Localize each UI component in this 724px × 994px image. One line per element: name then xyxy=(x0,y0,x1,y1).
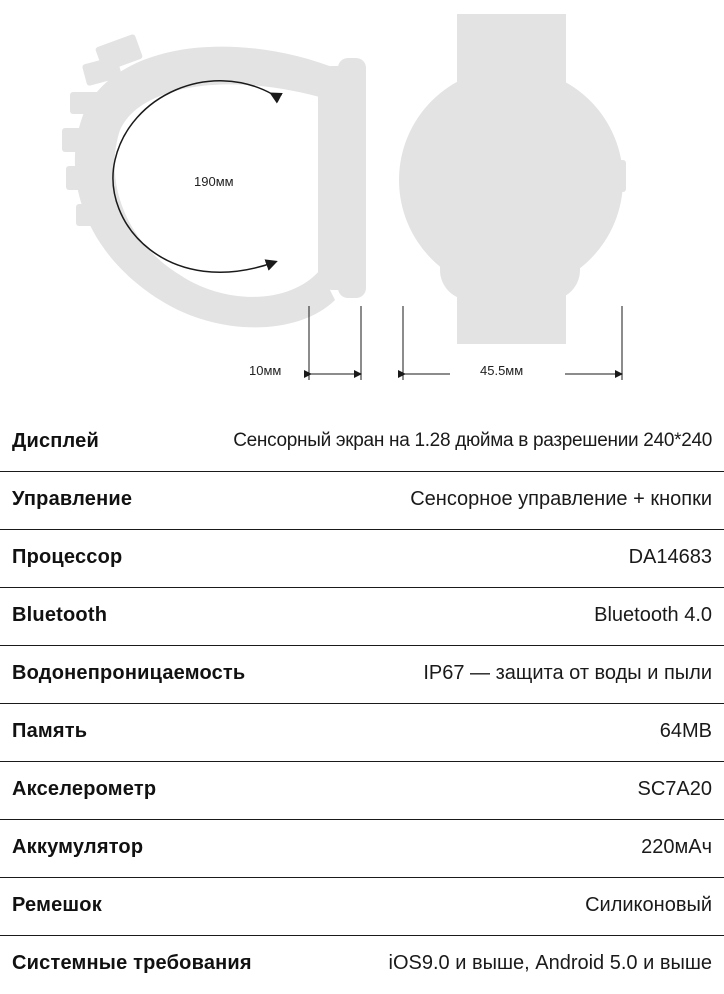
spec-label: Системные требования xyxy=(12,952,252,974)
spec-value: Сенсорный экран на 1.28 дюйма в разрешении 240*240 xyxy=(233,430,712,451)
watch-dimensions-svg xyxy=(0,0,724,392)
spec-label: Bluetooth xyxy=(12,604,108,626)
spec-label: Дисплей xyxy=(12,430,100,452)
spec-label: Управление xyxy=(12,488,133,510)
spec-row-control xyxy=(0,472,724,530)
watch-dimension-diagram xyxy=(0,0,724,392)
spec-row-battery xyxy=(0,820,724,878)
spec-row-system-requirements xyxy=(0,936,724,994)
spec-row-water-resistance xyxy=(0,646,724,704)
spec-label: Аккумулятор xyxy=(12,836,144,858)
spec-row-processor xyxy=(0,530,724,588)
front-view-watch-illustration xyxy=(399,14,626,344)
width-label: 45.5мм xyxy=(480,363,524,378)
spec-label: Процессор xyxy=(12,546,123,568)
spec-value: 220мАч xyxy=(641,836,712,858)
spec-row-memory xyxy=(0,704,724,762)
spec-value: DA14683 xyxy=(628,546,712,568)
spec-row-bluetooth xyxy=(0,588,724,646)
spec-row-display xyxy=(0,414,724,472)
spec-value: Силиконовый xyxy=(585,894,712,916)
spec-row-accelerometer xyxy=(0,762,724,820)
spec-label: Акселерометр xyxy=(12,778,157,800)
spec-label: Ремешок xyxy=(12,894,102,916)
spec-label: Память xyxy=(12,720,88,742)
spec-value: SC7A20 xyxy=(637,778,712,800)
spec-value: IP67 — защита от воды и пыли xyxy=(423,662,712,684)
spec-label: Водонепроницаемость xyxy=(12,662,246,684)
circumference-label: 190мм xyxy=(194,174,234,189)
spec-value: 64MB xyxy=(659,720,712,742)
thickness-label: 10мм xyxy=(249,363,282,378)
spec-value: Bluetooth 4.0 xyxy=(594,604,712,626)
spec-row-strap xyxy=(0,878,724,936)
spec-value: iOS9.0 и выше, Android 5.0 и выше xyxy=(388,952,712,974)
spec-value: Сенсорное управление + кнопки xyxy=(410,488,712,510)
specs-table xyxy=(0,414,724,994)
